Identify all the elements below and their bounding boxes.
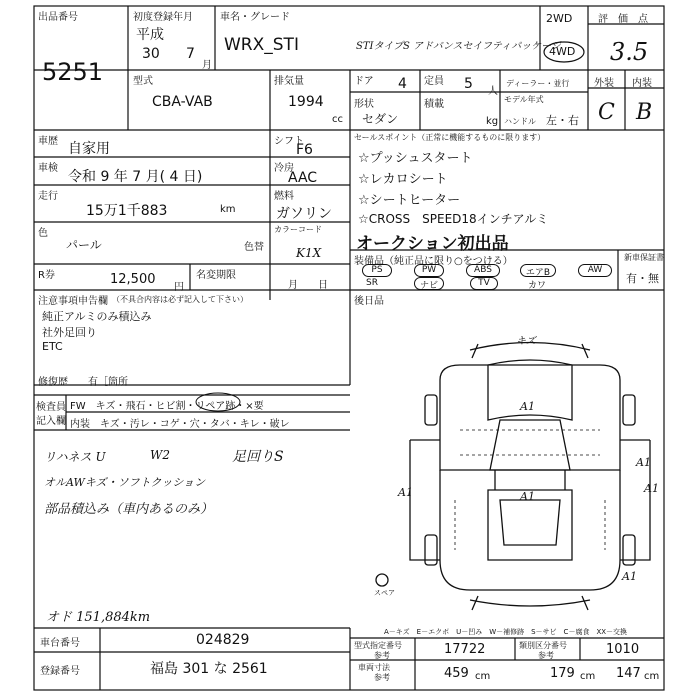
load-label: 積載 xyxy=(424,99,444,110)
diagram-label-1: キズ xyxy=(516,336,536,347)
selling-point-1: ☆プッシュスタート xyxy=(358,151,473,166)
note-line-1: 純正アルミのみ積込み xyxy=(42,310,152,323)
equip-tv: TV xyxy=(470,277,498,290)
equip-aw: AW xyxy=(578,264,612,277)
damage-legend: A－キズ E－エクボ U－凹み W－補修跡 S－サビ C－腐食 XX－交換 xyxy=(384,628,628,636)
note-line-3: ETC xyxy=(42,340,63,353)
drive-4wd: 4WD xyxy=(549,45,576,58)
reg-month-unit: 月 xyxy=(202,60,212,71)
shape: セダン xyxy=(362,112,399,126)
inspection: 令和 9 年 7 月( 4 日) xyxy=(68,169,203,185)
interior-grade: B xyxy=(636,100,653,125)
model-num-ref: 参考 xyxy=(374,651,390,660)
exterior-label: 外装 xyxy=(594,78,614,89)
reg-year: 30 xyxy=(142,46,160,62)
width: 179 xyxy=(550,666,575,681)
plate-number: 福島 301 な 2561 xyxy=(150,661,268,677)
height-unit: cm xyxy=(644,671,660,682)
grade: STIタイプS アドバンスセイフティパッケージ xyxy=(356,41,561,52)
ac-label: 冷房 xyxy=(274,163,294,174)
shift: F6 xyxy=(296,142,313,158)
lot-number-label: 出品番号 xyxy=(38,12,78,23)
chassis-number: 024829 xyxy=(196,632,250,648)
era: 平成 xyxy=(136,27,164,43)
doc-deadline-label: 名変期限 xyxy=(196,270,236,281)
recycle-label: R券 xyxy=(38,270,55,281)
notes-sublabel: （不具合内容は必ず記入して下さい） xyxy=(112,295,248,304)
name-grade-label: 車名・グレード xyxy=(220,12,290,23)
interior-label: 内装 xyxy=(632,78,652,89)
history: 自家用 xyxy=(68,141,110,157)
equip-sr: SR xyxy=(366,278,378,288)
equip-navi: ナビ xyxy=(414,277,444,290)
diagram-label-7: A1 xyxy=(622,570,637,583)
displacement-label: 排気量 xyxy=(274,76,304,87)
inspector-note-3: 足回りS xyxy=(232,449,284,465)
handle-label: ハンドル xyxy=(504,117,536,126)
lot-number: 5251 xyxy=(42,58,104,86)
dealer-label: ディーラー・並行 xyxy=(506,79,570,88)
category-num: 1010 xyxy=(606,642,640,657)
length-unit: cm xyxy=(475,671,491,682)
length: 459 xyxy=(444,666,469,681)
shift-label: シフト xyxy=(274,136,304,147)
equip-pw: PW xyxy=(414,264,444,277)
equip-abs: ABS xyxy=(466,264,500,277)
fuel: ガソリン xyxy=(276,206,332,222)
selling-point-2: ☆レカロシート xyxy=(358,172,448,187)
mileage-unit: km xyxy=(220,204,236,215)
capacity-label: 定員 xyxy=(424,76,444,87)
recycle: 12,500 xyxy=(110,272,156,287)
height: 147 xyxy=(616,666,641,681)
inspector-label-1: 検査員 xyxy=(36,402,66,413)
selling-points-label: セールスポイント（正常に機能するものに限ります） xyxy=(354,133,546,142)
selling-highlight: オークション初出品 xyxy=(356,234,509,254)
inspector-note-1: リハネス U xyxy=(44,450,106,464)
width-unit: cm xyxy=(580,671,596,682)
color-code: K1X xyxy=(296,246,322,260)
ac: AAC xyxy=(288,170,318,186)
recycle-unit: 円 xyxy=(174,282,184,293)
repair-value: 有［箇所 xyxy=(88,377,128,388)
delivery-label: 後日品 xyxy=(354,296,384,307)
category-ref: 参考 xyxy=(538,651,554,660)
shape-label: 形状 xyxy=(354,99,374,110)
score: 3.5 xyxy=(610,38,649,66)
new-warranty: 有・無 xyxy=(626,272,659,285)
doors-label: ドア xyxy=(354,76,374,87)
doc-deadline-unit: 月 日 xyxy=(288,280,328,291)
inspector-row-1: FW キズ・飛石・ヒビ割・リペア跡・×要 xyxy=(70,401,264,412)
score-label: 評 価 点 xyxy=(598,14,648,25)
selling-point-3: ☆シートヒーター xyxy=(358,193,461,208)
new-warranty-label: 新車保証書 xyxy=(624,253,664,262)
repair-label: 修復歴 xyxy=(38,377,68,388)
category-label: 類別区分番号 xyxy=(519,641,567,650)
doors: 4 xyxy=(398,76,407,92)
diagram-label-5: A1 xyxy=(398,486,413,499)
chassis-label: 車台番号 xyxy=(40,638,80,649)
model-label: 型式 xyxy=(133,76,153,87)
color-code-label: 色替 xyxy=(244,242,264,253)
mileage: 15万1千883 xyxy=(86,203,168,219)
load-unit: kg xyxy=(486,116,499,127)
diagram-label-6: A1 xyxy=(520,490,535,503)
reg-month: 7 xyxy=(186,46,195,62)
displacement-unit: cc xyxy=(332,114,343,125)
fuel-label: 燃料 xyxy=(274,191,294,202)
model-num: 17722 xyxy=(444,642,486,657)
inspector-note-4: オルAWキズ・ソフトクッション xyxy=(44,476,206,489)
equip-leather: カワ xyxy=(528,281,547,291)
color-code-label2: カラーコード xyxy=(274,225,322,234)
color: パール xyxy=(66,238,102,252)
equip-airbag: エアB xyxy=(520,264,556,277)
model-num-label: 型式指定番号 xyxy=(354,641,402,650)
car-name: WRX_STI xyxy=(224,35,299,55)
diagram-label-3: A1 xyxy=(636,456,651,469)
diagram-label-2: A1 xyxy=(520,400,535,413)
mileage-label: 走行 xyxy=(38,191,58,202)
model-year-label: モデル年式 xyxy=(504,95,544,104)
equipment-label: 装備品（純正品に限り○をつける） xyxy=(354,256,513,267)
capacity: 5 xyxy=(464,76,473,92)
inspector-note-5: 部品積込み（車内あるのみ） xyxy=(44,502,214,517)
dims-ref: 参考 xyxy=(374,673,390,682)
handle: 左・右 xyxy=(546,114,579,127)
spare-label: スペア xyxy=(374,589,395,597)
inspection-label: 車検 xyxy=(38,163,58,174)
capacity-unit: 人 xyxy=(488,86,498,97)
displacement: 1994 xyxy=(288,94,324,110)
first-reg-label: 初度登録年月 xyxy=(133,12,193,23)
history-label: 車歴 xyxy=(38,136,58,147)
dims-label: 車両寸法 xyxy=(358,663,390,672)
color-label: 色 xyxy=(38,228,48,239)
odometer-note: オド 151,884km xyxy=(46,610,151,625)
notes-label: 注意事項申告欄 xyxy=(38,296,108,307)
model: CBA-VAB xyxy=(152,94,213,110)
exterior-grade: C xyxy=(598,100,615,125)
inspector-note-2: W2 xyxy=(150,448,170,462)
note-line-2: 社外足回り xyxy=(42,326,97,339)
inspector-row-2: 内装 キズ・汚レ・コゲ・穴・タバ・キレ・破レ xyxy=(70,419,290,430)
drive-2wd: 2WD xyxy=(546,12,573,25)
equip-ps: PS xyxy=(362,264,392,277)
selling-point-4: ☆CROSS SPEED18インチアルミ xyxy=(358,212,549,226)
plate-label: 登録番号 xyxy=(40,666,80,677)
diagram-label-4: A1 xyxy=(644,482,659,495)
inspector-label-2: 記入欄 xyxy=(36,416,66,427)
